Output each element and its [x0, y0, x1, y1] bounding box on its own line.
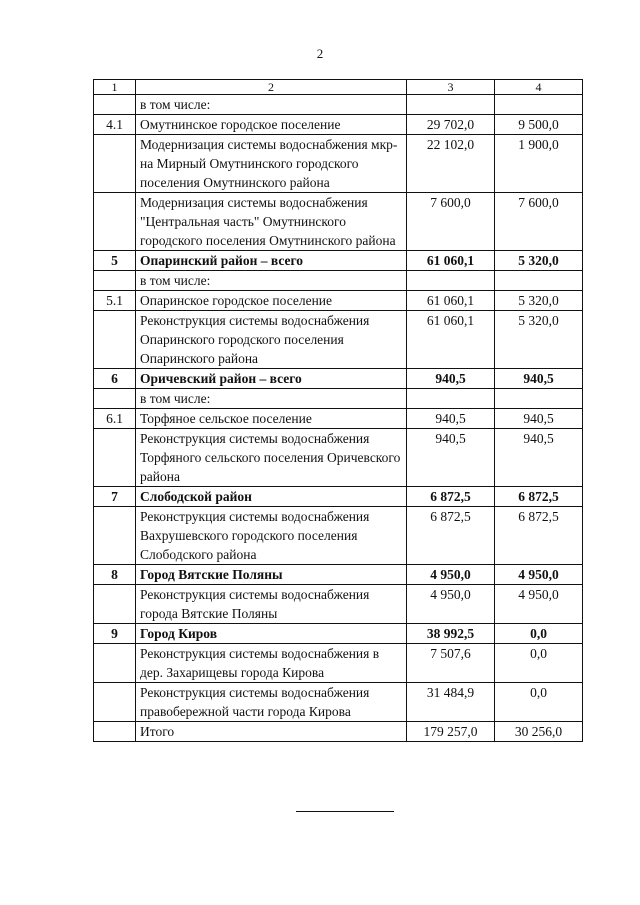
row-value-col4: 9 500,0 — [495, 115, 583, 135]
row-name: Опаринский район – всего — [136, 251, 407, 271]
row-name: Реконструкция системы водоснабжения Торфяного сельского поселения Оричевского района — [136, 429, 407, 487]
row-value-col3 — [407, 271, 495, 291]
row-value-col4: 4 950,0 — [495, 585, 583, 624]
row-name: Слободской район — [136, 487, 407, 507]
table-row — [94, 193, 583, 251]
row-number — [94, 193, 136, 251]
row-number — [94, 271, 136, 291]
bottom-rule — [296, 811, 394, 812]
table-row — [94, 389, 583, 409]
row-value-col4 — [495, 271, 583, 291]
row-number: 9 — [94, 624, 136, 644]
table-row — [94, 585, 583, 624]
row-value-col4: 6 872,5 — [495, 507, 583, 565]
row-value-col3: 940,5 — [407, 429, 495, 487]
row-name: Реконструкция системы водоснабжения в дер. Захарищевы города Кирова — [136, 644, 407, 683]
table-row — [94, 251, 583, 271]
table-row — [94, 507, 583, 565]
row-value-col3: 940,5 — [407, 369, 495, 389]
table-row — [94, 291, 583, 311]
table-row — [94, 624, 583, 644]
row-number — [94, 311, 136, 369]
row-number: 8 — [94, 565, 136, 585]
row-value-col3: 31 484,9 — [407, 683, 495, 722]
row-value-col3: 7 600,0 — [407, 193, 495, 251]
row-value-col4: 1 900,0 — [495, 135, 583, 193]
row-number — [94, 95, 136, 115]
funding-table — [93, 79, 583, 742]
row-value-col3: 29 702,0 — [407, 115, 495, 135]
row-value-col4 — [495, 389, 583, 409]
row-number — [94, 722, 136, 742]
row-name: Город Вятские Поляны — [136, 565, 407, 585]
table-row — [94, 115, 583, 135]
row-name: Реконструкция системы водоснабжения Опаринского городского поселения Опаринского района — [136, 311, 407, 369]
row-value-col4: 5 320,0 — [495, 291, 583, 311]
row-value-col4: 7 600,0 — [495, 193, 583, 251]
table-row — [94, 369, 583, 389]
row-value-col4: 0,0 — [495, 644, 583, 683]
row-value-col3: 4 950,0 — [407, 585, 495, 624]
row-name: Реконструкция системы водоснабжения Вахрушевского городского поселения Слободского района — [136, 507, 407, 565]
row-name: Торфяное сельское поселение — [136, 409, 407, 429]
row-number — [94, 429, 136, 487]
row-number: 6.1 — [94, 409, 136, 429]
row-name: Реконструкция системы водоснабжения города Вятские Поляны — [136, 585, 407, 624]
row-number — [94, 507, 136, 565]
row-value-col3 — [407, 95, 495, 115]
row-value-col3: 4 950,0 — [407, 565, 495, 585]
row-name: Омутнинское городское поселение — [136, 115, 407, 135]
column-header: 1 — [94, 80, 136, 95]
row-value-col3: 61 060,1 — [407, 251, 495, 271]
row-value-col4: 30 256,0 — [495, 722, 583, 742]
table-row — [94, 95, 583, 115]
row-number — [94, 135, 136, 193]
table-header-row — [94, 80, 583, 95]
row-value-col4: 0,0 — [495, 683, 583, 722]
column-header: 3 — [407, 80, 495, 95]
table-row — [94, 271, 583, 291]
row-value-col4: 940,5 — [495, 429, 583, 487]
row-name: Город Киров — [136, 624, 407, 644]
row-name: Реконструкция системы водоснабжения правобережной части города Кирова — [136, 683, 407, 722]
row-number: 5.1 — [94, 291, 136, 311]
table-row — [94, 722, 583, 742]
row-number: 5 — [94, 251, 136, 271]
row-number: 7 — [94, 487, 136, 507]
table-row — [94, 487, 583, 507]
row-name: Оричевский район – всего — [136, 369, 407, 389]
row-value-col4: 940,5 — [495, 409, 583, 429]
row-value-col3: 61 060,1 — [407, 311, 495, 369]
row-number — [94, 585, 136, 624]
row-value-col4: 5 320,0 — [495, 251, 583, 271]
table-row — [94, 135, 583, 193]
row-name: в том числе: — [136, 271, 407, 291]
row-value-col3: 38 992,5 — [407, 624, 495, 644]
row-value-col3: 22 102,0 — [407, 135, 495, 193]
row-value-col4: 940,5 — [495, 369, 583, 389]
table-row — [94, 429, 583, 487]
table-row — [94, 565, 583, 585]
row-number — [94, 389, 136, 409]
row-value-col3: 940,5 — [407, 409, 495, 429]
row-name: Модернизация системы водоснабжения мкр-на Мирный Омутнинского городского поселения Омутнинского района — [136, 135, 407, 193]
table-row — [94, 409, 583, 429]
row-value-col3: 6 872,5 — [407, 507, 495, 565]
page-number: 2 — [316, 46, 324, 61]
row-value-col3: 7 507,6 — [407, 644, 495, 683]
row-value-col4: 0,0 — [495, 624, 583, 644]
column-header: 2 — [136, 80, 407, 95]
row-value-col4 — [495, 95, 583, 115]
row-value-col3: 61 060,1 — [407, 291, 495, 311]
row-number — [94, 683, 136, 722]
row-name: в том числе: — [136, 389, 407, 409]
row-value-col3: 179 257,0 — [407, 722, 495, 742]
row-value-col3 — [407, 389, 495, 409]
row-name: Итого — [136, 722, 407, 742]
row-number — [94, 644, 136, 683]
table-row — [94, 644, 583, 683]
row-name: Опаринское городское поселение — [136, 291, 407, 311]
row-value-col3: 6 872,5 — [407, 487, 495, 507]
row-value-col4: 4 950,0 — [495, 565, 583, 585]
column-header: 4 — [495, 80, 583, 95]
table-row — [94, 311, 583, 369]
row-value-col4: 5 320,0 — [495, 311, 583, 369]
row-name: в том числе: — [136, 95, 407, 115]
row-name: Модернизация системы водоснабжения "Центральная часть" Омутнинского городского поселения Омутнинского района — [136, 193, 407, 251]
table-row — [94, 683, 583, 722]
row-number: 4.1 — [94, 115, 136, 135]
row-number: 6 — [94, 369, 136, 389]
row-value-col4: 6 872,5 — [495, 487, 583, 507]
